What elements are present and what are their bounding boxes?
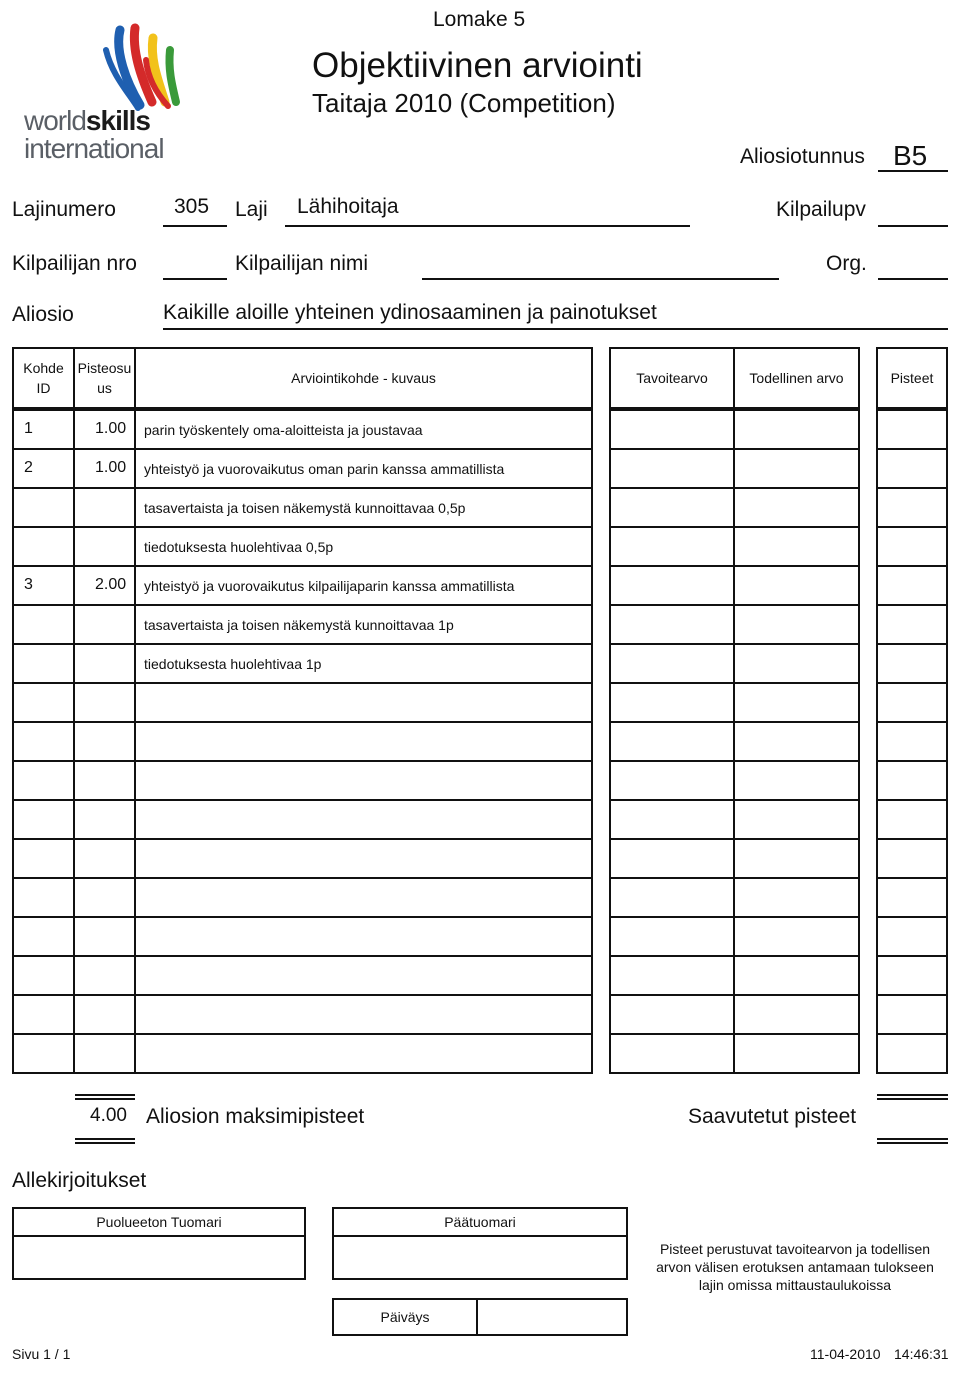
header-points <box>73 347 136 409</box>
row-description-cell <box>134 916 593 957</box>
row-actual-cell[interactable] <box>733 448 860 489</box>
max-points-top-rule <box>75 1094 135 1100</box>
row-score-cell[interactable] <box>876 409 948 450</box>
row-id-cell <box>12 838 75 879</box>
header-score-label: Pisteet <box>890 370 934 386</box>
signatures-heading: Allekirjoitukset <box>12 1169 147 1192</box>
row-id-text: 2 <box>24 459 33 476</box>
competition-day-field[interactable] <box>878 225 948 227</box>
row-target-cell[interactable] <box>609 838 735 879</box>
row-score-cell[interactable] <box>876 838 948 879</box>
row-description-cell <box>134 760 593 801</box>
row-score-cell[interactable] <box>876 916 948 957</box>
row-actual-cell[interactable] <box>733 682 860 723</box>
row-target-cell[interactable] <box>609 682 735 723</box>
row-points-cell <box>73 994 136 1035</box>
competitor-no-label: Kilpailijan nro <box>12 252 137 275</box>
row-id-cell <box>12 877 75 918</box>
row-id-cell <box>12 760 75 801</box>
header-id <box>12 347 75 409</box>
row-points-text: 2.00 <box>95 576 127 593</box>
row-score-cell[interactable] <box>876 643 948 684</box>
row-points-cell <box>73 760 136 801</box>
row-id-cell <box>12 916 75 957</box>
row-points-cell <box>73 799 136 840</box>
row-description-cell <box>134 994 593 1035</box>
row-points-cell <box>73 721 136 762</box>
row-actual-cell[interactable] <box>733 487 860 528</box>
row-points-cell <box>73 409 136 450</box>
date-label-box <box>332 1298 478 1336</box>
row-points-cell <box>73 448 136 489</box>
row-description-text: yhteistyö ja vuorovaikutus kilpailijaparin kanssa ammatillista <box>144 578 515 594</box>
chief-judge-header <box>332 1207 628 1237</box>
row-description-cell <box>134 799 593 840</box>
row-id-cell <box>12 682 75 723</box>
competitor-no-field[interactable] <box>163 278 227 280</box>
row-id-cell <box>12 526 75 567</box>
row-points-cell <box>73 565 136 606</box>
header-id-line2: ID <box>36 380 51 396</box>
row-points-cell <box>73 487 136 528</box>
skill-number-label: Lajinumero <box>12 198 116 221</box>
date-field[interactable] <box>476 1298 628 1336</box>
row-points-cell <box>73 604 136 645</box>
row-actual-cell[interactable] <box>733 643 860 684</box>
row-description-cell <box>134 721 593 762</box>
skill-label: Laji <box>235 198 268 221</box>
row-score-cell[interactable] <box>876 487 948 528</box>
row-id-cell <box>12 448 75 489</box>
scoring-note-line2: arvon välisen erotuksen antamaan tulokseen <box>656 1259 934 1275</box>
row-points-cell <box>73 682 136 723</box>
row-actual-cell[interactable] <box>733 877 860 918</box>
row-score-cell[interactable] <box>876 1033 948 1074</box>
row-points-text: 1.00 <box>95 459 127 476</box>
row-points-cell <box>73 916 136 957</box>
row-target-cell[interactable] <box>609 955 735 996</box>
date-label: Päiväys <box>380 1309 430 1325</box>
row-actual-cell[interactable] <box>733 409 860 450</box>
row-description-text: tiedotuksesta huolehtivaa 1p <box>144 656 322 672</box>
logo-word-world: world <box>24 105 86 136</box>
max-points-bottom-rule <box>75 1138 135 1144</box>
row-actual-cell[interactable] <box>733 994 860 1035</box>
page-subtitle: Taitaja 2010 (Competition) <box>312 88 616 118</box>
header-description-label: Arviointikohde - kuvaus <box>291 370 436 386</box>
sub-module-value: Kaikille aloille yhteinen ydinosaaminen ja painotukset <box>163 301 657 324</box>
row-target-cell[interactable] <box>609 409 735 450</box>
row-target-cell[interactable] <box>609 721 735 762</box>
max-points-label: Aliosion maksimipisteet <box>146 1105 365 1128</box>
row-target-cell[interactable] <box>609 448 735 489</box>
row-actual-cell[interactable] <box>733 604 860 645</box>
header-points-line1: Pisteosu <box>77 360 132 376</box>
row-description-cell <box>134 682 593 723</box>
row-actual-cell[interactable] <box>733 526 860 567</box>
row-description-cell <box>134 955 593 996</box>
header-id-line1: Kohde <box>23 360 64 376</box>
row-id-cell <box>12 1033 75 1074</box>
row-id-text: 1 <box>24 420 33 437</box>
scoring-note-line3: lajin omissa mittaustaulukoissa <box>698 1277 892 1293</box>
row-points-cell <box>73 643 136 684</box>
row-target-cell[interactable] <box>609 565 735 606</box>
competitor-name-field[interactable] <box>422 278 779 280</box>
row-id-cell <box>12 721 75 762</box>
print-date: 11-04-2010 <box>810 1346 881 1362</box>
achieved-points-label: Saavutetut pisteet <box>688 1105 857 1128</box>
header-target-label: Tavoitearvo <box>636 370 708 386</box>
sub-module-underline <box>163 328 948 330</box>
row-description-cell <box>134 1033 593 1074</box>
skill-number-underline <box>163 225 227 227</box>
row-target-cell[interactable] <box>609 487 735 528</box>
row-description-text: parin työskentely oma-aloitteista ja joustavaa <box>144 422 423 438</box>
row-description-text: tasavertaista ja toisen näkemystä kunnoittavaa 0,5p <box>144 500 466 516</box>
chief-judge-label: Päätuomari <box>444 1214 516 1230</box>
chief-judge-signature-field[interactable] <box>332 1235 628 1280</box>
row-description-text: tiedotuksesta huolehtivaa 0,5p <box>144 539 334 555</box>
impartial-judge-header <box>12 1207 306 1237</box>
max-points-value: 4.00 <box>90 1105 127 1126</box>
row-target-cell[interactable] <box>609 916 735 957</box>
row-score-cell[interactable] <box>876 604 948 645</box>
row-description-cell <box>134 604 593 645</box>
sub-module-code-underline <box>878 170 948 172</box>
row-points-cell <box>73 526 136 567</box>
print-time: 14:46:31 <box>894 1346 949 1362</box>
org-field[interactable] <box>878 278 948 280</box>
row-id-cell <box>12 955 75 996</box>
row-points-text: 1.00 <box>95 420 127 437</box>
row-description-cell <box>134 643 593 684</box>
achieved-points-field[interactable] <box>877 1138 948 1144</box>
row-id-cell <box>12 565 75 606</box>
worldskills-logo <box>20 20 200 165</box>
row-target-cell[interactable] <box>609 643 735 684</box>
row-target-cell[interactable] <box>609 604 735 645</box>
skill-value: Lähihoitaja <box>297 195 399 218</box>
row-id-cell <box>12 994 75 1035</box>
page-number: Sivu 1 / 1 <box>12 1346 71 1362</box>
row-points-cell <box>73 838 136 879</box>
row-actual-cell[interactable] <box>733 760 860 801</box>
row-description-cell <box>134 838 593 879</box>
row-description-text: yhteistyö ja vuorovaikutus oman parin kanssa ammatillista <box>144 461 505 477</box>
row-description-cell <box>134 526 593 567</box>
competitor-name-label: Kilpailijan nimi <box>235 252 369 275</box>
row-actual-cell[interactable] <box>733 838 860 879</box>
row-target-cell[interactable] <box>609 1033 735 1074</box>
row-score-cell[interactable] <box>876 955 948 996</box>
row-score-cell[interactable] <box>876 877 948 918</box>
row-target-cell[interactable] <box>609 877 735 918</box>
row-score-cell[interactable] <box>876 760 948 801</box>
row-actual-cell[interactable] <box>733 916 860 957</box>
row-description-cell <box>134 448 593 489</box>
row-points-cell <box>73 1033 136 1074</box>
logo-word-skills: skills <box>85 105 150 136</box>
row-description-text: tasavertaista ja toisen näkemystä kunnoittavaa 1p <box>144 617 454 633</box>
row-description-cell <box>134 565 593 606</box>
competition-day-label: Kilpailupv <box>776 198 866 221</box>
logo-word-international: international <box>24 133 164 164</box>
row-score-cell[interactable] <box>876 682 948 723</box>
skill-underline <box>285 225 690 227</box>
row-score-cell[interactable] <box>876 799 948 840</box>
row-id-cell <box>12 604 75 645</box>
scoring-note-line1: Pisteet perustuvat tavoitearvon ja todellisen <box>659 1241 931 1257</box>
row-points-cell <box>73 877 136 918</box>
impartial-judge-label: Puolueeton Tuomari <box>96 1214 222 1230</box>
row-id-text: 3 <box>24 576 33 593</box>
row-points-cell <box>73 955 136 996</box>
header-points-line2: us <box>97 380 112 396</box>
sub-module-code-label: Aliosiotunnus <box>740 145 865 168</box>
row-score-cell[interactable] <box>876 448 948 489</box>
row-score-cell[interactable] <box>876 526 948 567</box>
row-id-cell <box>12 799 75 840</box>
sub-module-code-value: B5 <box>893 140 928 171</box>
row-score-cell[interactable] <box>876 721 948 762</box>
header-actual <box>733 347 860 409</box>
row-actual-cell[interactable] <box>733 721 860 762</box>
row-actual-cell[interactable] <box>733 799 860 840</box>
form-number: Lomake 5 <box>433 8 526 31</box>
header-actual-label: Todellinen arvo <box>749 370 844 386</box>
row-description-cell <box>134 877 593 918</box>
row-description-cell <box>134 487 593 528</box>
row-id-cell <box>12 487 75 528</box>
achieved-points-top-rule <box>877 1094 948 1100</box>
row-actual-cell[interactable] <box>733 955 860 996</box>
org-label: Org. <box>826 252 867 275</box>
row-target-cell[interactable] <box>609 760 735 801</box>
row-id-cell <box>12 409 75 450</box>
header-description <box>134 347 593 409</box>
scoring-note <box>650 1240 940 1294</box>
row-actual-cell[interactable] <box>733 565 860 606</box>
header-score <box>876 347 948 409</box>
row-id-cell <box>12 643 75 684</box>
page-title: Objektiivinen arviointi <box>312 46 643 85</box>
impartial-judge-signature-field[interactable] <box>12 1235 306 1280</box>
row-target-cell[interactable] <box>609 799 735 840</box>
row-description-cell <box>134 409 593 450</box>
row-score-cell[interactable] <box>876 994 948 1035</box>
row-score-cell[interactable] <box>876 565 948 606</box>
skill-number-value: 305 <box>174 195 210 218</box>
row-target-cell[interactable] <box>609 526 735 567</box>
row-target-cell[interactable] <box>609 994 735 1035</box>
row-actual-cell[interactable] <box>733 1033 860 1074</box>
header-target <box>609 347 735 409</box>
sub-module-label: Aliosio <box>12 303 74 326</box>
